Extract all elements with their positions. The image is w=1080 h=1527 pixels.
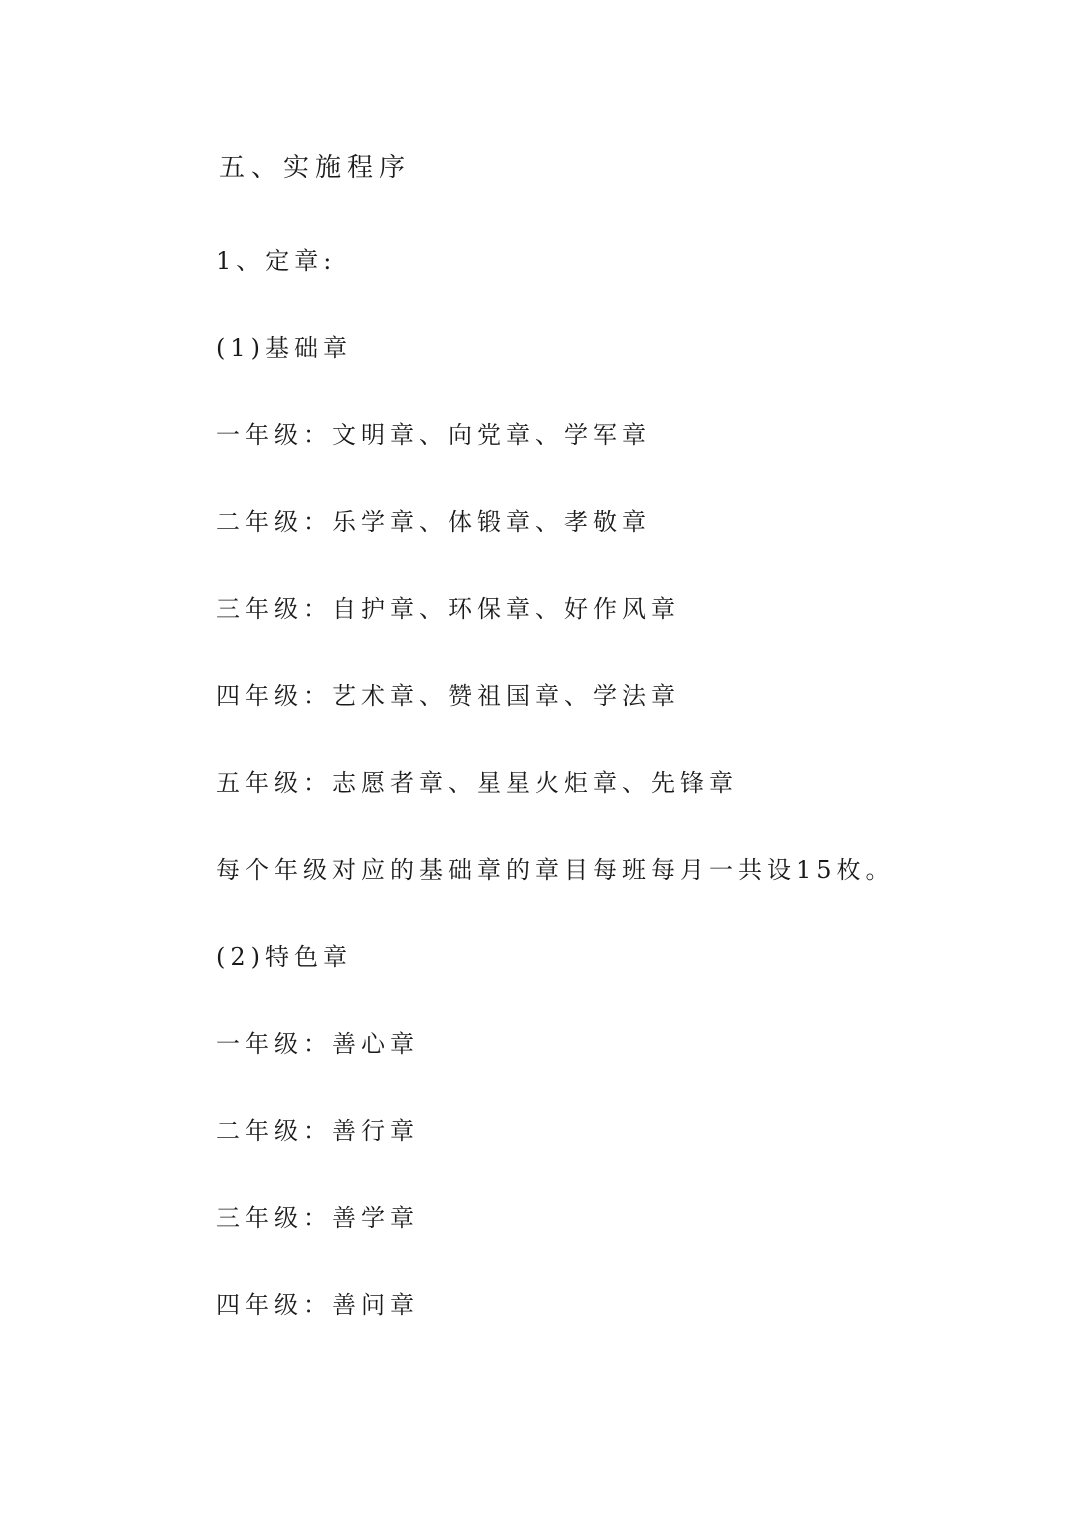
- basic-grade-4: 四年级：艺术章、赞祖国章、学法章: [216, 682, 680, 710]
- step-heading: 1、定章:: [216, 247, 337, 275]
- basic-grade-3: 三年级：自护章、环保章、好作风章: [216, 595, 680, 623]
- special-grade-3: 三年级：善学章: [216, 1204, 419, 1232]
- special-grade-1: 一年级：善心章: [216, 1030, 419, 1058]
- basic-badge-heading: (1)基础章: [216, 334, 352, 362]
- basic-badge-note: 每个年级对应的基础章的章目每班每月一共设15枚。: [216, 856, 895, 884]
- special-badge-heading: (2)特色章: [216, 943, 352, 971]
- basic-grade-5: 五年级：志愿者章、星星火炬章、先锋章: [216, 769, 738, 797]
- basic-grade-2: 二年级：乐学章、体锻章、孝敬章: [216, 508, 651, 536]
- special-grade-4: 四年级：善问章: [216, 1291, 419, 1319]
- special-grade-2: 二年级：善行章: [216, 1117, 419, 1145]
- basic-grade-1: 一年级：文明章、向党章、学军章: [216, 421, 651, 449]
- section-title: 五、实施程序: [219, 153, 412, 183]
